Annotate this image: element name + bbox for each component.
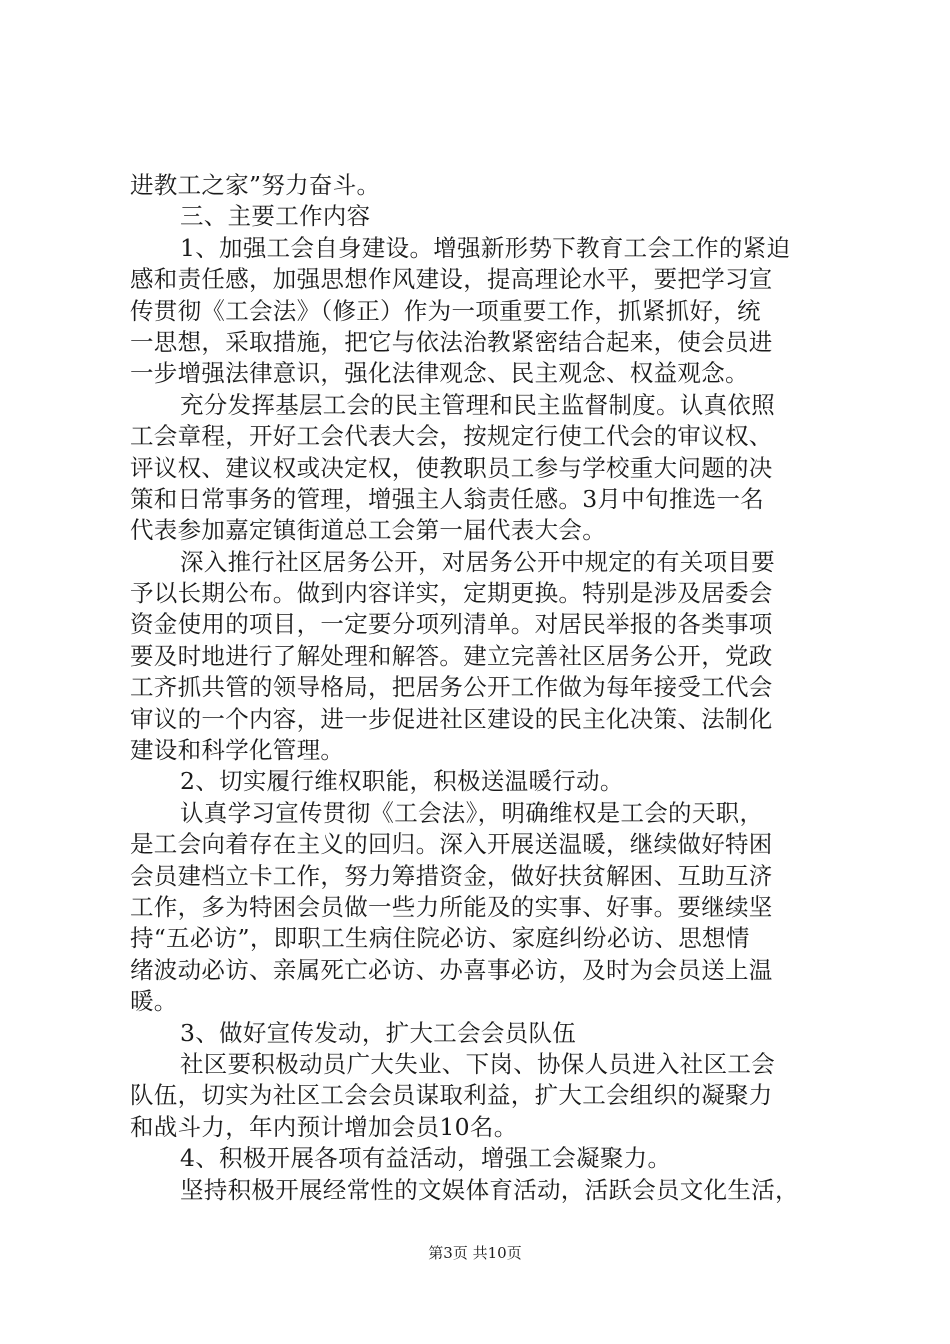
text-line: 一思想，采取措施，把它与依法治教紧密结合起来，使会员进 xyxy=(130,327,773,356)
paragraph-start: 深入推行社区居务公开，对居务公开中规定的有关项目要 xyxy=(180,547,775,576)
document-body xyxy=(130,170,830,1206)
paragraph-start: 认真学习宣传贯彻《工会法》，明确维权是工会的天职， xyxy=(180,798,764,827)
text-line: 工齐抓共管的领导格局，把居务公开工作做为每年接受工代会 xyxy=(130,673,773,702)
page-number-footer: 第3页 共10页 xyxy=(428,1244,522,1262)
text-line: 和战斗力，年内预计增加会员10名。 xyxy=(130,1112,518,1141)
section-heading: 2、切实履行维权职能，积极送温暖行动。 xyxy=(180,767,624,796)
text-line: 队伍，切实为社区工会会员谋取利益，扩大工会组织的凝聚力 xyxy=(130,1081,773,1110)
text-line: 持“五必访”，即职工生病住院必访、家庭纠纷必访、思想情 xyxy=(130,924,750,953)
section-heading: 4、积极开展各项有益活动，增强工会凝聚力。 xyxy=(180,1144,672,1173)
text-line: 资金使用的项目，一定要分项列清单。对居民举报的各类事项 xyxy=(130,610,773,639)
text-line: 感和责任感，加强思想作风建设，提高理论水平，要把学习宣 xyxy=(130,265,773,294)
paragraph-start: 坚持积极开展经常性的文娱体育活动，活跃会员文化生活， xyxy=(180,1175,799,1204)
text-line: 暖。 xyxy=(130,987,178,1016)
paragraph-start: 社区要积极动员广大失业、下岗、协保人员进入社区工会 xyxy=(180,1049,775,1078)
text-line: 审议的一个内容，进一步促进社区建设的民主化决策、法制化 xyxy=(130,704,773,733)
text-line: 是工会向着存在主义的回归。深入开展送温暖，继续做好特困 xyxy=(130,830,773,859)
text-line: 予以长期公布。做到内容详实，定期更换。特别是涉及居委会 xyxy=(130,579,773,608)
text-line: 建设和科学化管理。 xyxy=(130,736,345,765)
text-line: 策和日常事务的管理，增强主人翁责任感。3月中旬推选一名 xyxy=(130,484,765,513)
text-line: 代表参加嘉定镇街道总工会第一届代表大会。 xyxy=(130,516,606,545)
text-line: 工作，多为特困会员做一些力所能及的实事、好事。要继续坚 xyxy=(130,892,773,921)
text-line: 一步增强法律意识，强化法律观念、民主观念、权益观念。 xyxy=(130,359,749,388)
paragraph-start: 充分发挥基层工会的民主管理和民主监督制度。认真依照 xyxy=(180,390,775,419)
text-line: 会员建档立卡工作，努力筹措资金，做好扶贫解困、互助互济 xyxy=(130,861,773,890)
section-heading: 三、主要工作内容 xyxy=(180,202,371,231)
text-line: 传贯彻《工会法》（修正）作为一项重要工作，抓紧抓好，统 xyxy=(130,296,761,325)
section-heading: 3、做好宣传发动，扩大工会会员队伍 xyxy=(180,1018,577,1047)
text-line: 绪波动必访、亲属死亡必访、办喜事必访，及时为会员送上温 xyxy=(130,955,773,984)
text-line: 要及时地进行了解处理和解答。建立完善社区居务公开，党政 xyxy=(130,641,773,670)
text-line: 工会章程，开好工会代表大会，按规定行使工代会的审议权、 xyxy=(130,422,773,451)
text-line: 评议权、建议权或决定权，使教职员工参与学校重大问题的决 xyxy=(130,453,773,482)
paragraph-start: 1、加强工会自身建设。增强新形势下教育工会工作的紧迫 xyxy=(180,233,791,262)
text-line: 进教工之家”努力奋斗。 xyxy=(130,171,381,199)
